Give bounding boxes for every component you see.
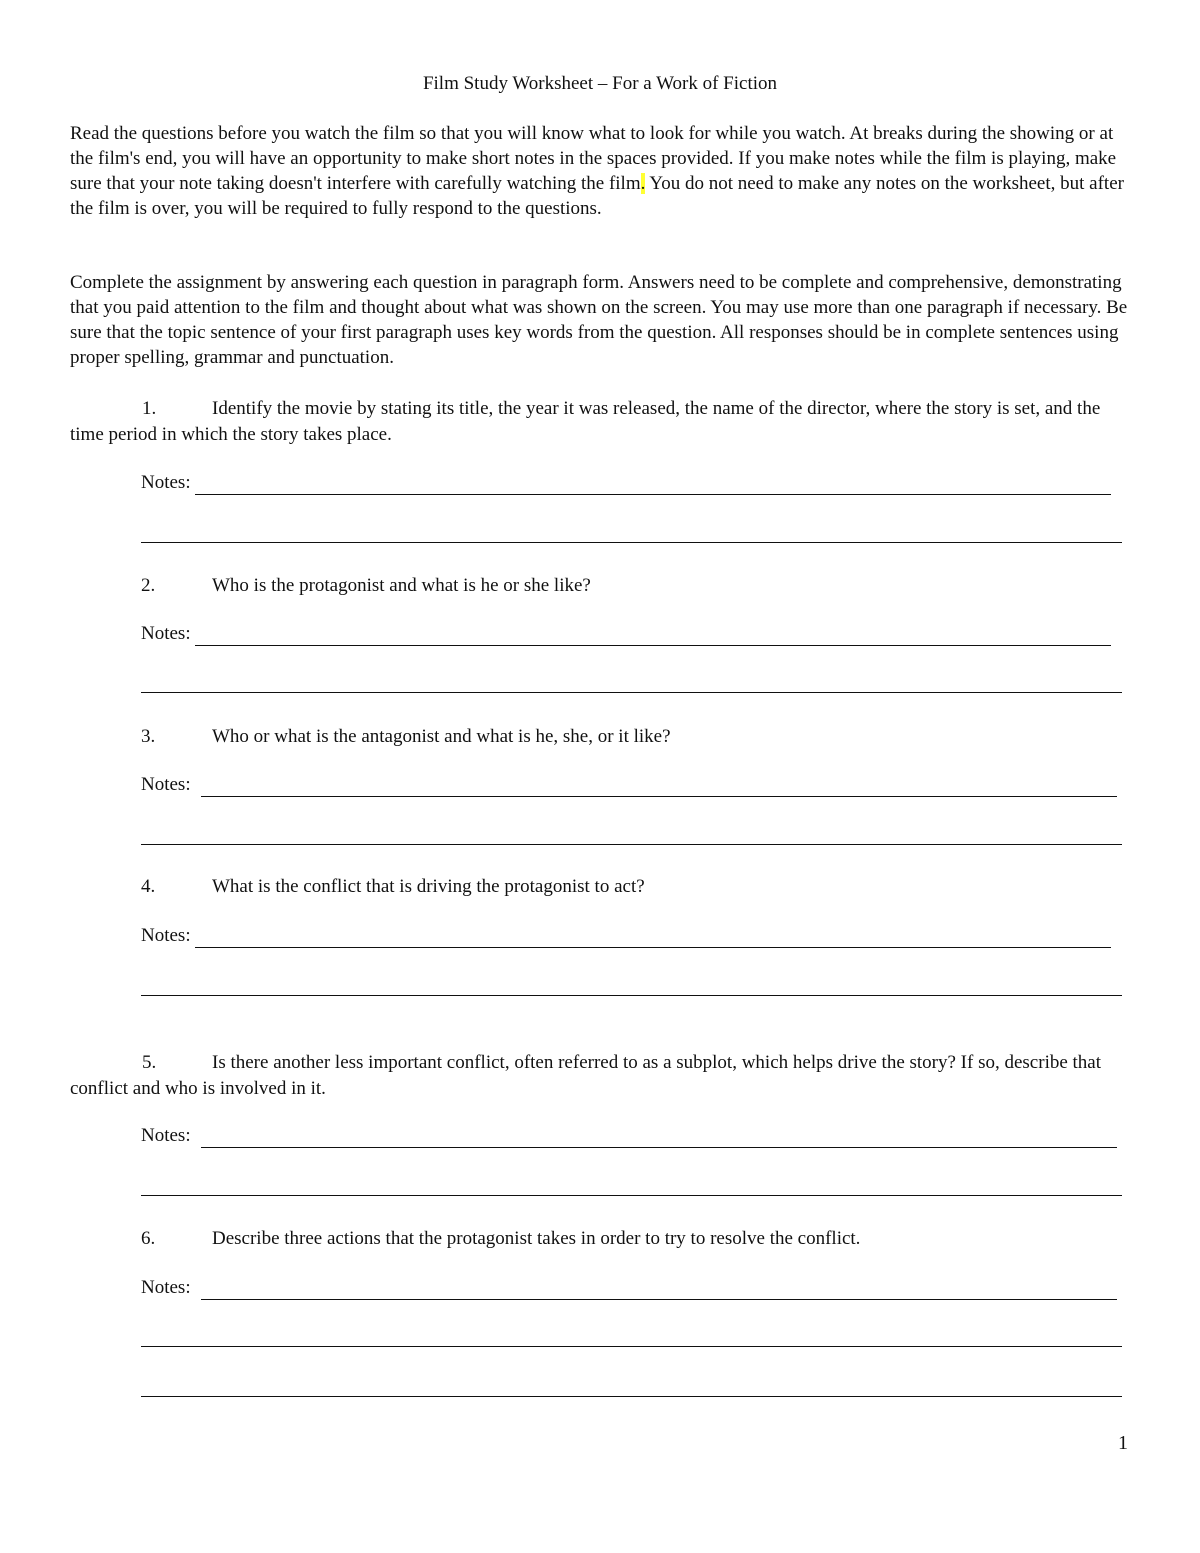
- notes-label: Notes:: [141, 1125, 196, 1146]
- notes-label: Notes:: [141, 472, 196, 493]
- notes-line[interactable]: [201, 778, 1117, 797]
- answer-line[interactable]: [141, 1195, 1122, 1196]
- page-number: 1: [1118, 1432, 1128, 1454]
- answer-line[interactable]: [141, 542, 1122, 543]
- highlighted-period: .: [640, 173, 646, 194]
- question-3: [141, 724, 1131, 750]
- notes-line[interactable]: [195, 476, 1111, 495]
- worksheet-title: Film Study Worksheet – For a Work of Fiction: [422, 73, 778, 94]
- notes-line[interactable]: [195, 929, 1111, 948]
- answer-line[interactable]: [141, 844, 1122, 845]
- notes-field-1[interactable]: [141, 471, 1111, 495]
- notes-line[interactable]: [195, 627, 1111, 646]
- notes-label: Notes:: [141, 925, 196, 946]
- question-number: 6.: [141, 1228, 156, 1249]
- question-text: What is the conflict that is driving the protagonist to act?: [212, 876, 645, 897]
- question-text: Identify the movie by stating its title, the year it was released, the name of the director, where the story is set, and the time period in which the story takes place.: [70, 398, 1101, 445]
- question-number: 3.: [141, 726, 156, 747]
- instructions-paragraph-1: [70, 121, 1132, 221]
- instructions-text-continued: You do not need to make any notes on the worksheet, but after the film is over, you will be required to fully respond to the questions.: [70, 173, 1124, 219]
- question-1: [70, 396, 1132, 448]
- answer-line[interactable]: [141, 692, 1122, 693]
- notes-label: Notes:: [141, 1277, 196, 1298]
- question-2: [141, 573, 1131, 599]
- notes-field-4[interactable]: [141, 924, 1111, 948]
- question-text: Is there another less important conflict, often referred to as a subplot, which helps drive the story? If so, describe that conflict and who is involved in it.: [70, 1052, 1102, 1099]
- notes-field-2[interactable]: [141, 622, 1111, 646]
- question-text: Describe three actions that the protagonist takes in order to try to resolve the conflict.: [212, 1228, 861, 1249]
- instructions-paragraph-2: Complete the assignment by answering each question in paragraph form. Answers need to be complete and comprehensive, demonstrating that you paid attention to the film and thought about what was shown on the screen. You may use more than one paragraph if necessary. Be sure that the topic sentence of your first paragraph uses key words from the question. All responses should be in complete sentences using proper spelling, grammar and punctuation.: [70, 272, 1128, 368]
- question-number: 5.: [142, 1052, 157, 1073]
- question-number: 1.: [142, 398, 157, 419]
- notes-field-3[interactable]: [141, 773, 1117, 797]
- question-6: [141, 1226, 1131, 1252]
- answer-line[interactable]: [141, 1346, 1122, 1347]
- notes-field-5[interactable]: [141, 1124, 1117, 1148]
- question-4: [141, 874, 1131, 900]
- answer-line[interactable]: [141, 995, 1122, 996]
- instructions-text: Read the questions before you watch the film so that you will know what to look for while you watch. At breaks during the showing or at the film's end, you will have an opportunity to make short notes in the spaces provided. If you make notes while the film is playing, make sure that your note taking doesn't interfere with carefully watching the film: [70, 123, 1117, 194]
- notes-line[interactable]: [201, 1129, 1117, 1148]
- answer-line[interactable]: [141, 1396, 1122, 1397]
- question-number: 4.: [141, 876, 156, 897]
- question-5: [70, 1050, 1132, 1102]
- question-text: Who or what is the antagonist and what is he, she, or it like?: [212, 726, 671, 747]
- question-text: Who is the protagonist and what is he or she like?: [212, 575, 591, 596]
- notes-field-6[interactable]: [141, 1276, 1117, 1300]
- question-number: 2.: [141, 575, 156, 596]
- notes-line[interactable]: [201, 1281, 1117, 1300]
- notes-label: Notes:: [141, 623, 196, 644]
- notes-label: Notes:: [141, 774, 196, 795]
